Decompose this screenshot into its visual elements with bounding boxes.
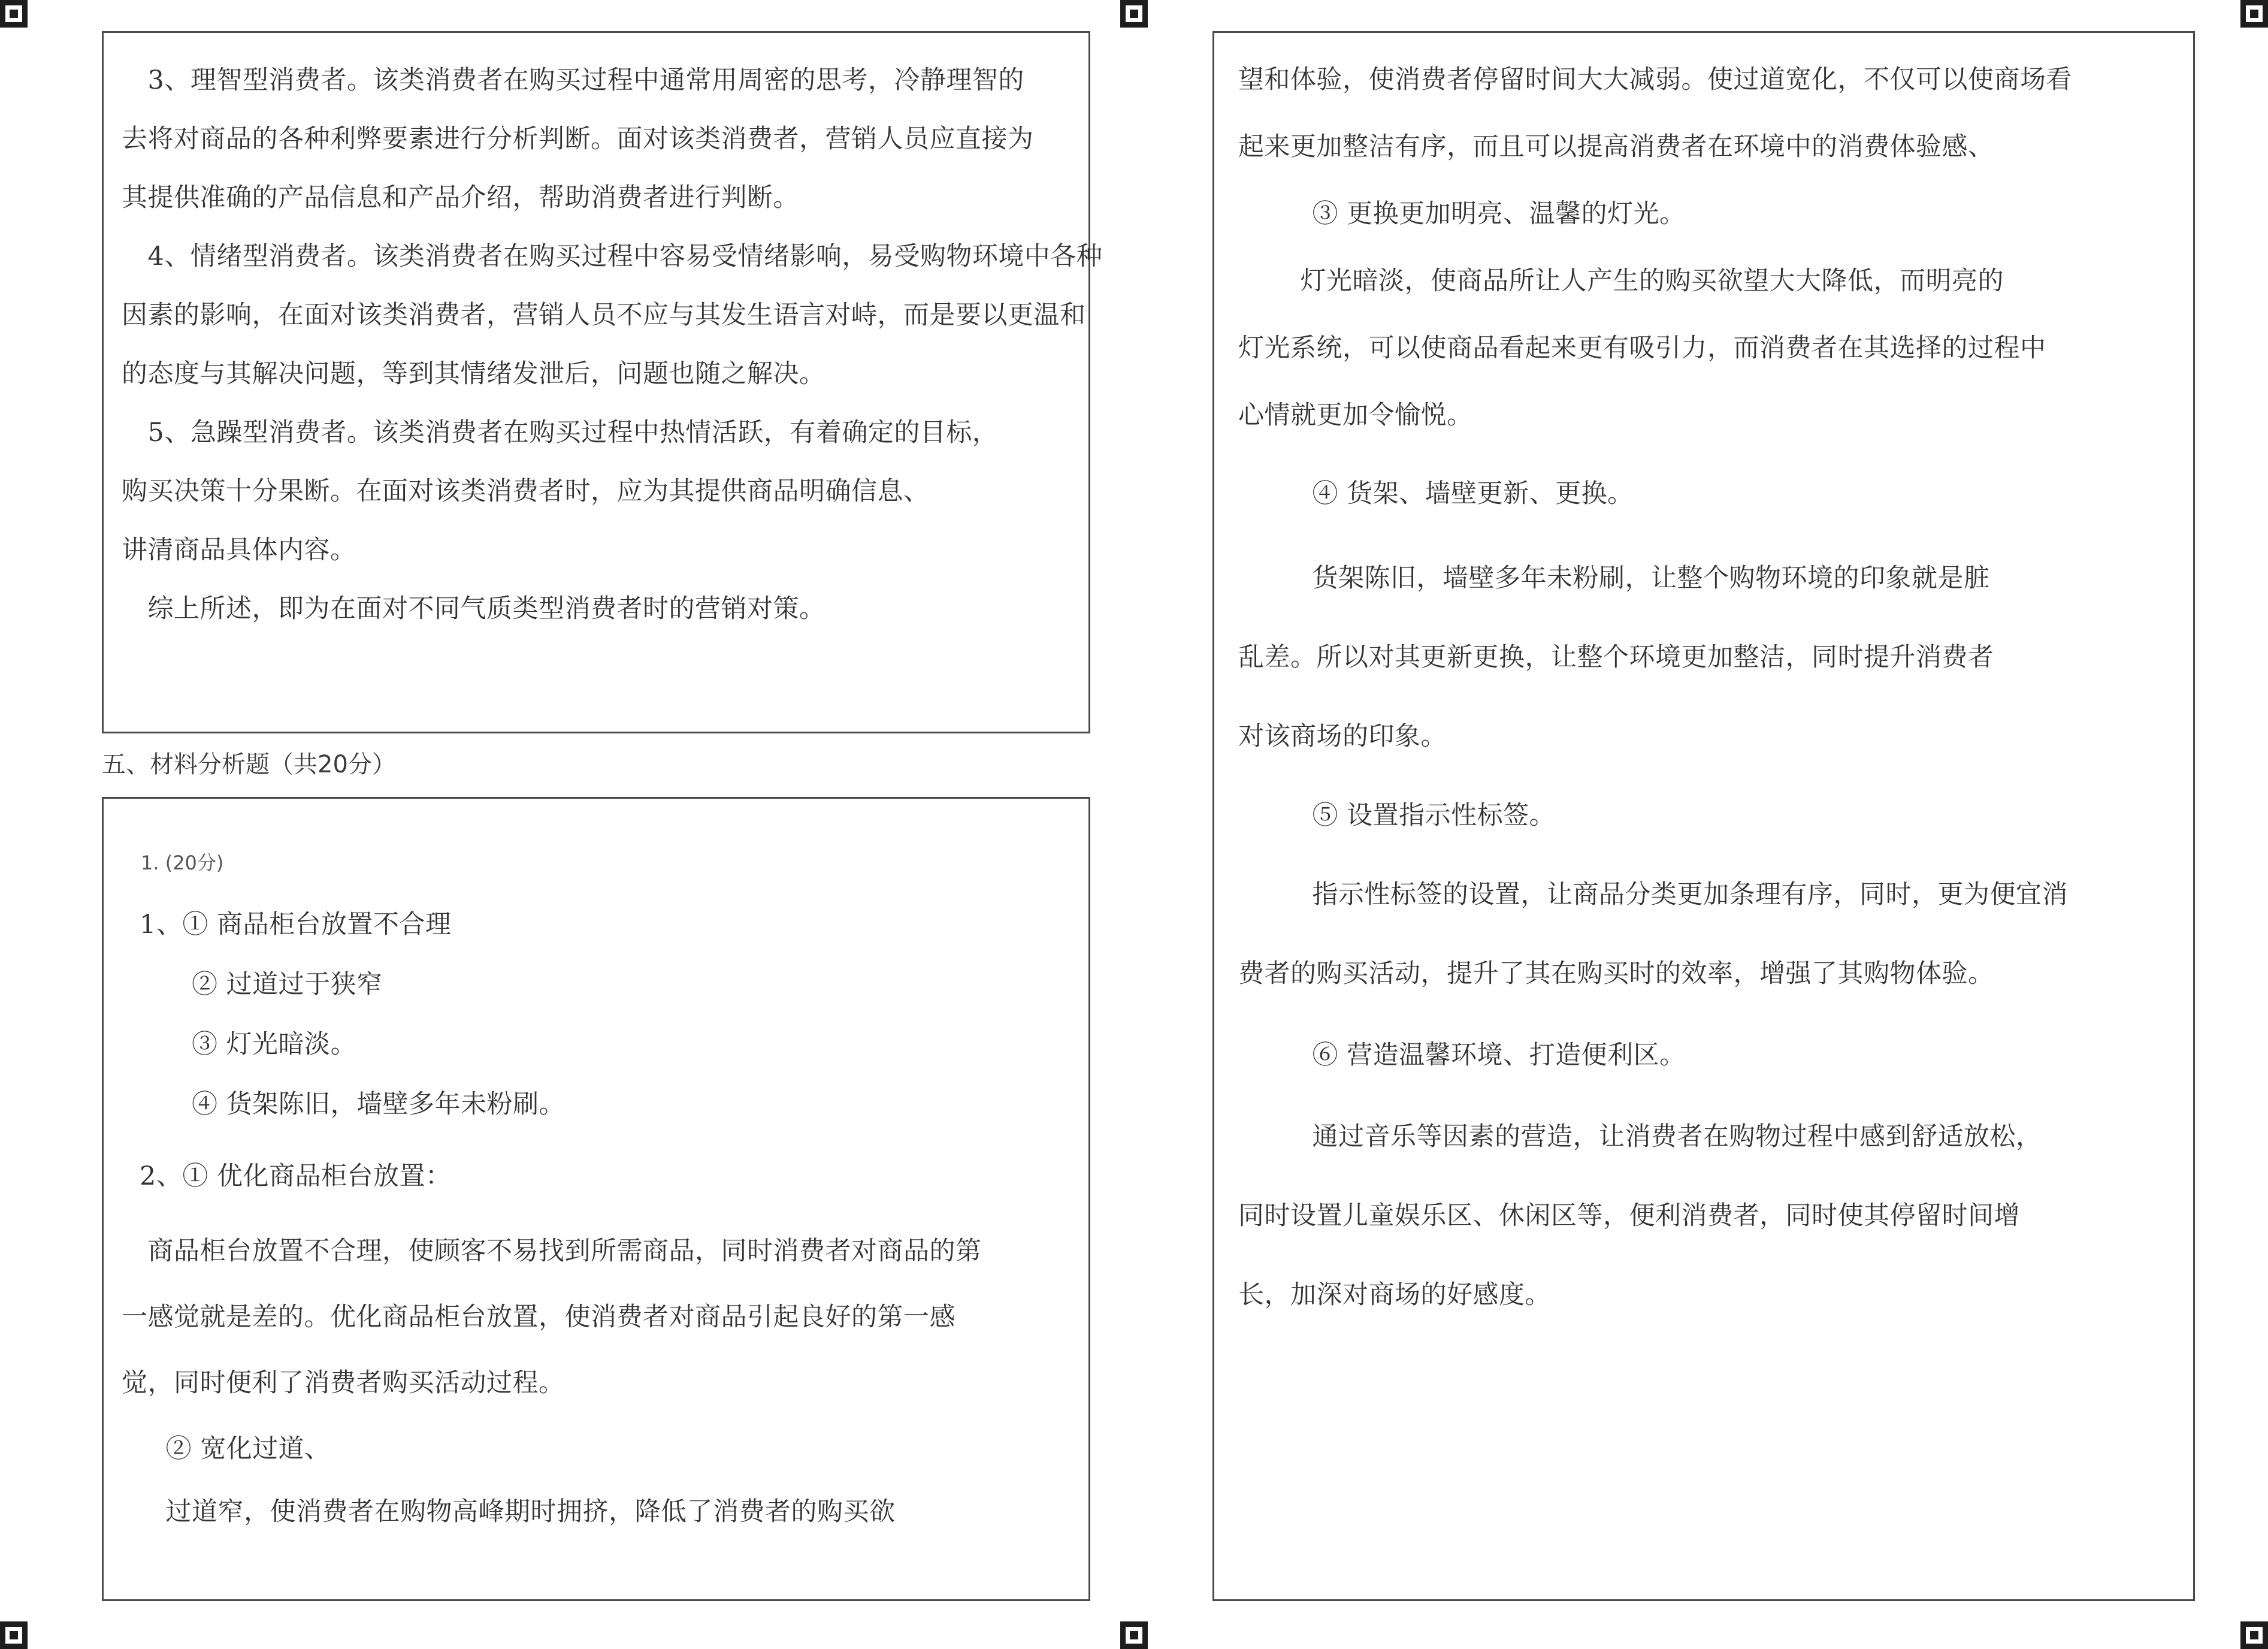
answer-line: 去将对商品的各种利弊要素进行分析判断。面对该类消费者，营销人员应直接为 [122,124,1034,154]
answer-line: ③ 灯光暗淡。 [140,1029,357,1059]
answer-line: ④ 货架陈旧，墙壁多年未粉刷。 [140,1089,566,1119]
answer-line: 一感觉就是差的。优化商品柜台放置，使消费者对商品引起良好的第一感 [122,1302,955,1332]
answer-line: 费者的购买活动，提升了其在购买时的效率，增强了其购物体验。 [1238,959,1994,989]
answer-line: 讲清商品具体内容。 [122,535,356,565]
answer-line: 其提供准确的产品信息和产品介绍，帮助消费者进行判断。 [122,183,799,213]
answer-line: 指示性标签的设置，让商品分类更加条理有序，同时，更为便宜消 [1286,880,2068,910]
answer-line: 灯光系统，可以使商品看起来更有吸引力，而消费者在其选择的过程中 [1238,333,2046,363]
section-title: 五、材料分析题（共20分） [102,751,396,778]
answer-line: 同时设置儿童娱乐区、休闲区等，便利消费者，同时使其停留时间增 [1238,1201,2020,1231]
answer-line: 望和体验，使消费者停留时间大大减弱。使过道宽化，不仅可以使商场看 [1238,65,2072,95]
answer-line: 商品柜台放置不合理，使顾客不易找到所需商品，同时消费者对商品的第 [122,1236,982,1266]
answer-line: 起来更加整洁有序，而且可以提高消费者在环境中的消费体验感、 [1238,132,1994,162]
answer-line: 心情就更加令愉悦。 [1238,400,1473,430]
answer-line: 因素的影响，在面对该类消费者，营销人员不应与其发生语言对峙，而是要以更温和 [122,300,1086,330]
answer-line: 1、① 商品柜台放置不合理 [140,910,452,940]
answer-text [1238,46,2072,1334]
registration-mark-bottom-left [0,1621,28,1649]
answer-line: 过道窄，使消费者在购物高峰期时拥挤，降低了消费者的购买欲 [140,1497,896,1527]
answer-line: ③ 更换更加明亮、温馨的灯光。 [1286,199,1686,229]
answer-line: ② 宽化过道、 [140,1434,331,1464]
answer-line: 综上所述，即为在面对不同气质类型消费者时的营销对策。 [122,594,825,624]
answer-line: 的态度与其解决问题，等到其情绪发泄后，问题也随之解决。 [122,359,825,389]
registration-mark-top-center [1120,0,1148,28]
answer-line: 灯光暗淡，使商品所让人产生的购买欲望大大降低，而明亮的 [1274,266,2004,296]
answer-line: 长，加深对商场的好感度。 [1238,1280,1551,1310]
answer-line: ④ 货架、墙壁更新、更换。 [1286,479,1634,509]
answer-line: 通过音乐等因素的营造，让消费者在购物过程中感到舒适放松， [1286,1122,2042,1152]
answer-line: ⑤ 设置指示性标签。 [1286,801,1556,830]
answer-box-continued [1212,31,2195,1601]
answer-text [122,895,982,1542]
answer-text [122,51,1102,638]
answer-line: 货架陈旧，墙壁多年未粉刷，让整个购物环境的印象就是脏 [1286,563,1990,593]
registration-mark-bottom-right [2240,1621,2268,1649]
answer-line: 3、理智型消费者。该类消费者在购买过程中通常用周密的思考，冷静理智的 [122,65,1024,95]
registration-mark-top-left [0,0,28,28]
question-number: 1. (20分) [141,851,224,874]
answer-line: 4、情绪型消费者。该类消费者在购买过程中容易受情绪影响，易受购物环境中各种 [122,241,1103,271]
answer-box-material-analysis [102,797,1090,1601]
registration-mark-top-right [2240,0,2268,28]
answer-line: 觉，同时便利了消费者购买活动过程。 [122,1368,565,1398]
answer-line: 2、① 优化商品柜台放置： [140,1161,452,1191]
answer-line: ⑥ 营造温馨环境、打造便利区。 [1286,1040,1686,1070]
answer-line: 对该商场的印象。 [1238,721,1447,751]
answer-line: 乱差。所以对其更新更换，让整个环境更加整洁，同时提升消费者 [1238,642,1994,672]
answer-line: ② 过道过于狭窄 [140,970,383,999]
answer-line: 5、急躁型消费者。该类消费者在购买过程中热情活跃，有着确定的目标， [122,418,999,448]
answer-line: 购买决策十分果断。在面对该类消费者时，应为其提供商品明确信息、 [122,476,930,506]
answer-box-consumer-types [102,31,1103,733]
registration-mark-bottom-center [1120,1621,1148,1649]
